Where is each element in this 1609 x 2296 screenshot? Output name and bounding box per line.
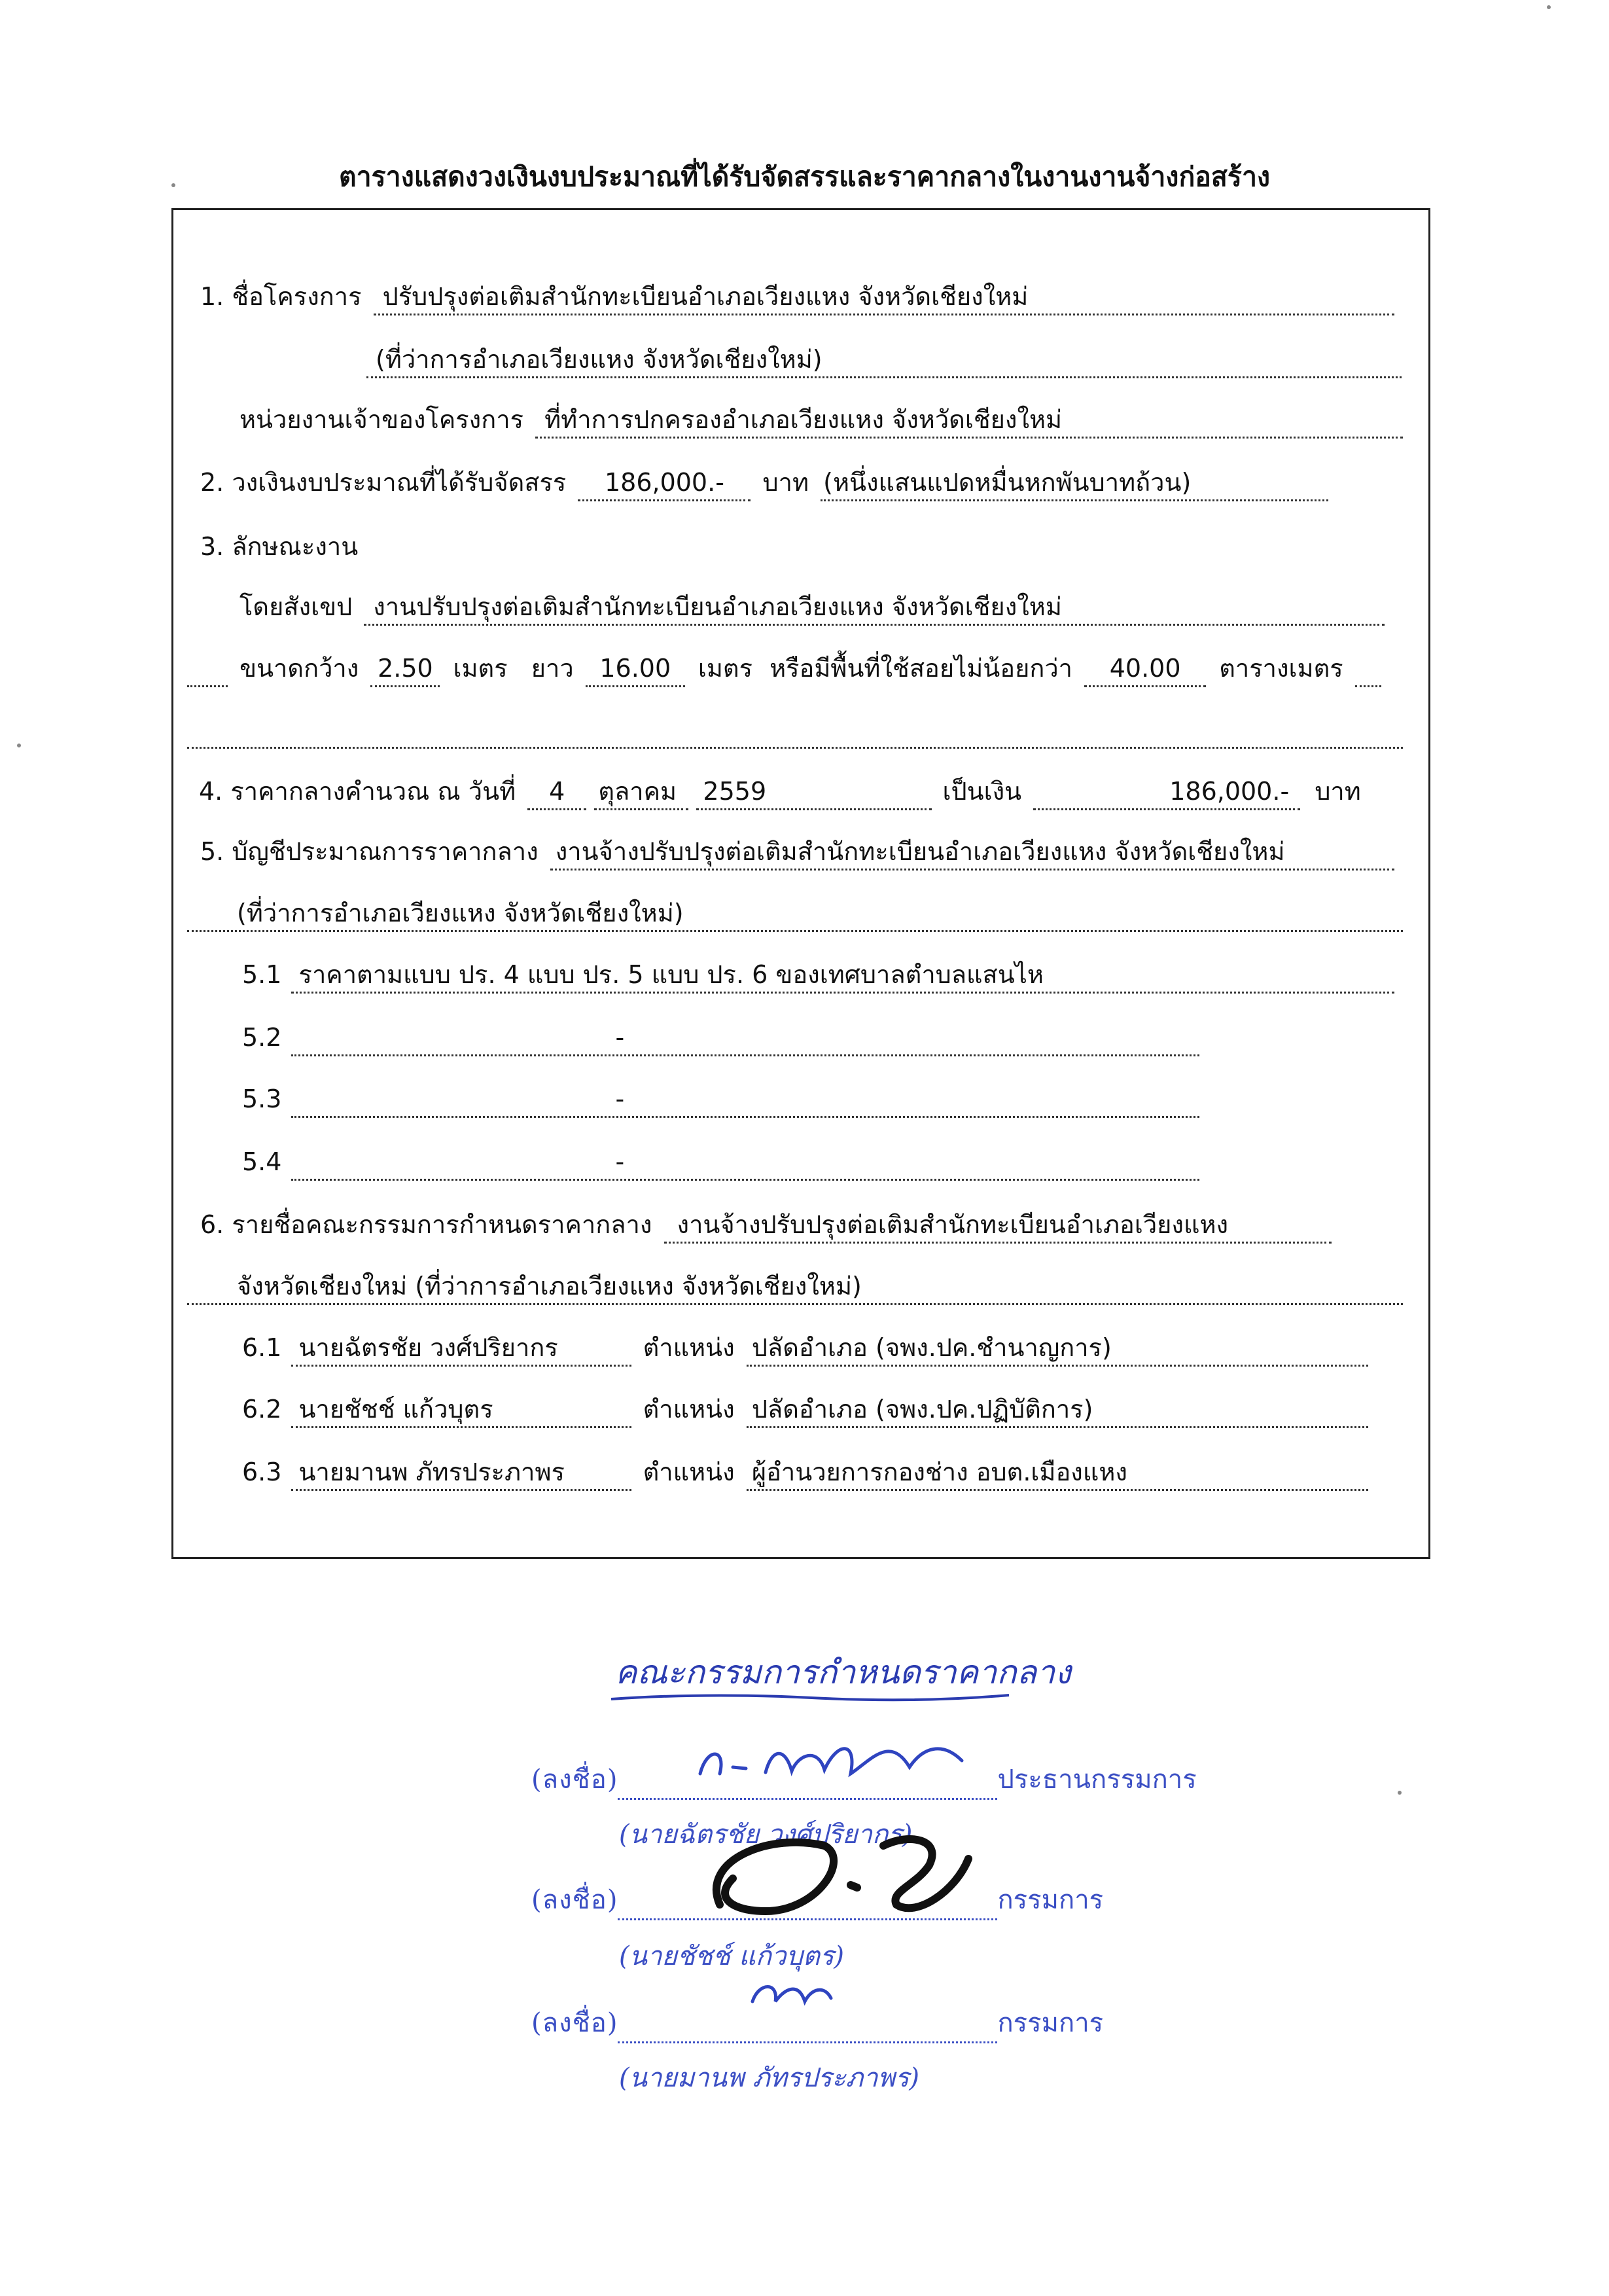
estimate-item-5-3 <box>242 1080 1211 1119</box>
estimate-row-2 <box>187 894 1409 933</box>
sign-role: กรรมการ <box>997 1885 1104 1915</box>
blank-line <box>187 713 1403 749</box>
project-name-field: ปรับปรุงต่อเติมสำนักทะเบียนอำเภอเวียงแหง จังหวัดเชียงใหม่ <box>374 279 1394 315</box>
length-unit: เมตร <box>698 654 752 683</box>
scan-speck <box>17 744 21 747</box>
median-amount: 186,000.- <box>1033 774 1300 810</box>
length-value: 16.00 <box>586 651 685 687</box>
estimate-item-no: 5.4 <box>242 1147 282 1176</box>
committee-member-row <box>242 1329 1409 1368</box>
width-label: ขนาดกว้าง <box>239 654 359 683</box>
median-amount-label: เป็นเงิน <box>942 777 1022 806</box>
project-name-field-2: (ที่ว่าการอำเภอเวียงแหง จังหวัดเชียงใหม่) <box>366 342 1402 378</box>
blank-row <box>187 711 1409 750</box>
committee-member-row <box>242 1390 1409 1429</box>
sign-label: (ลงชื่อ) <box>531 2008 618 2038</box>
median-day: 4 <box>527 774 586 810</box>
median-month: ตุลาคม <box>594 774 688 810</box>
sign-label: (ลงชื่อ) <box>531 1885 618 1915</box>
sign-role: ประธานกรรมการ <box>997 1765 1197 1795</box>
committee-field: งานจ้างปรับปรุงต่อเติมสำนักทะเบียนอำเภอเวียงแหง <box>664 1208 1332 1244</box>
budget-amount: 186,000.- <box>578 465 751 501</box>
committee-row <box>200 1206 1409 1245</box>
member-name: นายมานพ ภัทรประภาพร <box>291 1455 631 1491</box>
member-no: 6.3 <box>242 1458 282 1486</box>
sign-dots <box>618 2013 997 2043</box>
estimate-row <box>200 833 1409 872</box>
width-value: 2.50 <box>370 651 440 687</box>
estimate-label: 5. บัญชีประมาณการราคากลาง <box>200 837 539 866</box>
signature-name-member-1: (นายชัชช์ แก้วบุตร) <box>619 1941 844 1971</box>
document-title: ตารางแสดงวงเงินงบประมาณที่ได้รับจัดสรรและราคากลางในงานงานจ้างก่อสร้าง <box>339 161 1270 192</box>
budget-unit: บาท <box>762 468 809 497</box>
estimate-item-text: ราคาตามแบบ ปร. 4 แบบ ปร. 5 แบบ ปร. 6 ของเทศบาลตำบลแสนไห <box>291 958 1394 994</box>
estimate-field-2: (ที่ว่าการอำเภอเวียงแหง จังหวัดเชียงใหม่) <box>187 896 1403 932</box>
member-position-label: ตำแหน่ง <box>643 1333 735 1362</box>
member-name: นายฉัตรชัย วงศ์ปริยากร <box>291 1331 631 1367</box>
member2-signature-scribble <box>746 1975 838 2015</box>
signature-name-chair: (นายฉัตรชัย วงศ์ปริยากร) <box>619 1820 913 1850</box>
committee-label: 6. รายชื่อคณะกรรมการกำหนดราคากลาง <box>200 1210 652 1239</box>
budget-row <box>200 463 1409 503</box>
member-no: 6.2 <box>242 1395 282 1424</box>
signature-name-member-2: (นายมานพ ภัทรประภาพร) <box>619 2063 919 2093</box>
sign-role: กรรมการ <box>997 2008 1104 2038</box>
summary-row <box>239 588 1409 627</box>
signature-heading-underline <box>609 1690 1014 1706</box>
member-position: ผู้อำนวยการกองช่าง อบต.เมืองแหง <box>747 1455 1368 1491</box>
work-type-label: 3. ลักษณะงาน <box>200 532 359 561</box>
width-unit: เมตร <box>453 654 508 683</box>
estimate-item-text: - <box>291 1145 1199 1181</box>
committee-row-2 <box>187 1267 1409 1306</box>
committee-field-2: จังหวัดเชียงใหม่ (ที่ว่าการอำเภอเวียงแหง จังหวัดเชียงใหม่) <box>187 1269 1403 1305</box>
member-position-label: ตำแหน่ง <box>643 1395 735 1424</box>
estimate-item-text: - <box>291 1020 1199 1056</box>
project-name-row <box>200 278 1409 317</box>
median-price-row <box>187 772 1409 812</box>
scan-speck <box>1398 1791 1402 1795</box>
estimate-item-text: - <box>291 1082 1199 1118</box>
estimate-item-no: 5.1 <box>242 960 282 989</box>
median-year: 2559 <box>696 774 932 810</box>
member-no: 6.1 <box>242 1333 282 1362</box>
member-position: ปลัดอำเภอ (จพง.ปค.ปฏิบัติการ) <box>747 1392 1368 1428</box>
owner-field: ที่ทำการปกครองอำเภอเวียงแหง จังหวัดเชียงใหม่ <box>535 403 1403 439</box>
member-position: ปลัดอำเภอ (จพง.ปค.ชำนาญการ) <box>747 1331 1368 1367</box>
project-name-row-2 <box>366 340 1409 380</box>
estimate-item-no: 5.3 <box>242 1085 282 1113</box>
project-name-label: 1. ชื่อโครงการ <box>200 282 362 311</box>
summary-field: งานปรับปรุงต่อเติมสำนักทะเบียนอำเภอเวียงแหง จังหวัดเชียงใหม่ <box>364 590 1385 626</box>
owner-label: หน่วยงานเจ้าของโครงการ <box>239 405 523 434</box>
committee-member-row <box>242 1453 1409 1492</box>
sign-label: (ลงชื่อ) <box>531 1765 618 1795</box>
summary-label: โดยสังเขป <box>239 592 353 621</box>
budget-words: (หนึ่งแสนแปดหมื่นหกพันบาทถ้วน) <box>821 465 1328 501</box>
median-price-label: 4. ราคากลางคำนวณ ณ วันที่ <box>199 777 516 806</box>
estimate-item-5-4 <box>242 1143 1211 1182</box>
median-unit: บาท <box>1315 777 1361 806</box>
scan-speck <box>1547 5 1551 9</box>
estimate-item-no: 5.2 <box>242 1023 282 1052</box>
estimate-field: งานจ้างปรับปรุงต่อเติมสำนักทะเบียนอำเภอเวียงแหง จังหวัดเชียงใหม่ <box>550 834 1394 870</box>
length-label: ยาว <box>531 654 574 683</box>
scan-speck <box>171 183 175 187</box>
member-position-label: ตำแหน่ง <box>643 1458 735 1486</box>
estimate-item-5-2 <box>242 1018 1211 1058</box>
signature-heading: คณะกรรมการกำหนดราคากลาง <box>615 1653 1071 1691</box>
member-name: นายชัชช์ แก้วบุตร <box>291 1392 631 1428</box>
owner-row <box>239 401 1409 440</box>
area-unit: ตารางเมตร <box>1219 654 1343 683</box>
area-value: 40.00 <box>1084 651 1206 687</box>
member1-signature-scribble <box>694 1820 981 1931</box>
dimension-lead-dots <box>187 651 228 687</box>
dimension-row <box>187 649 1409 689</box>
budget-label: 2. วงเงินงบประมาณที่ได้รับจัดสรร <box>200 468 567 497</box>
estimate-item-5-1 <box>242 956 1409 995</box>
chair-signature-scribble <box>694 1721 968 1787</box>
dimension-tail-dots <box>1355 651 1381 687</box>
work-type-row <box>200 528 724 567</box>
area-label: หรือมีพื้นที่ใช้สอยไม่น้อยกว่า <box>769 654 1073 683</box>
